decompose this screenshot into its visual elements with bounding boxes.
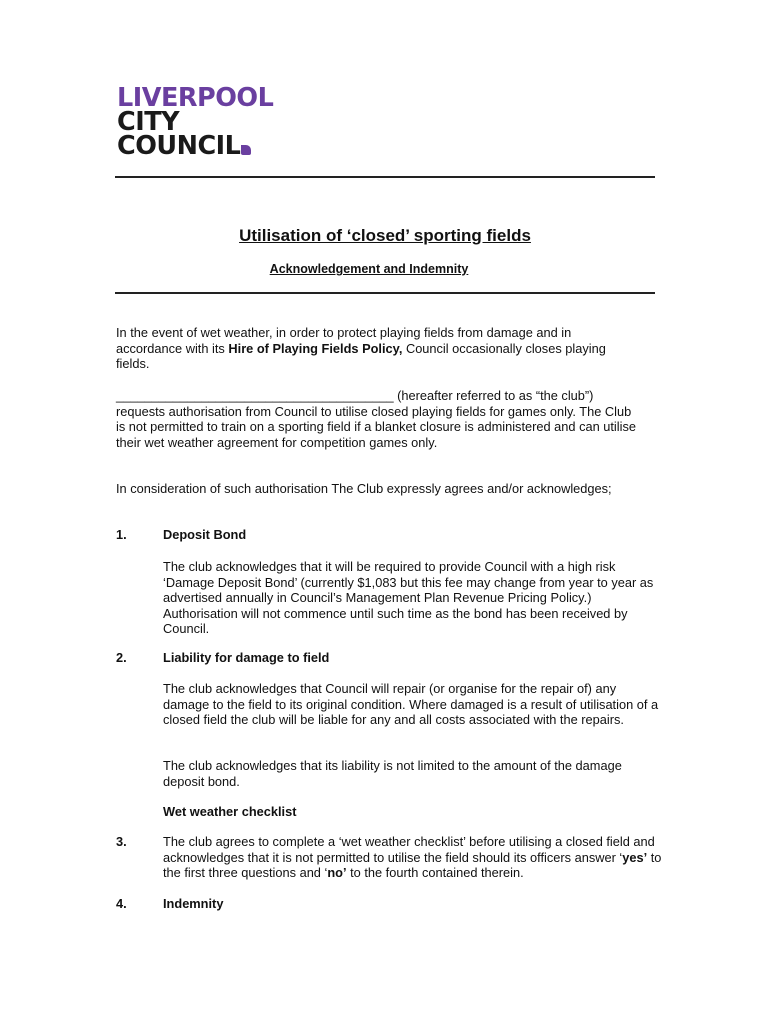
section-3-text-b: to the first three questions and ‘ [163, 849, 662, 880]
logo-line-council [117, 131, 273, 161]
top-divider [115, 176, 655, 178]
consideration-paragraph: In consideration of such authorisation The Club expressly agrees and/or acknowledges; [116, 481, 612, 496]
document-title: Utilisation of ‘closed’ sporting fields [239, 226, 531, 245]
club-name-blank: _______________________________________ [116, 388, 394, 403]
section-3-text-c: to the fourth contained therein. [346, 865, 524, 880]
section-2-text-2: The club acknowledges that its liability is not limited to the amount of the damage deposit bond. [163, 758, 622, 789]
section-2-heading: Liability for damage to field [163, 650, 330, 665]
section-4-heading: Indemnity [163, 896, 224, 911]
section-1-heading: Deposit Bond [163, 527, 247, 542]
policy-name: Hire of Playing Fields Policy, [228, 340, 403, 356]
intro-text-end: Council occasionally closes playing fields. [116, 340, 606, 371]
checklist-heading: Wet weather checklist [163, 804, 297, 819]
intro-text: In the event of wet weather, in order to protect playing fields from damage and in accordance with its [116, 325, 572, 356]
header-divider [115, 292, 655, 294]
club-paragraph-text: (hereafter referred to as “the club”) requests authorisation from Council to utilise closed playing fields for games only. The Club is not permitted to train on a sporting field if a blanket closure is administered and can utilise their wet weather agreement for competition games only. [116, 388, 636, 450]
logo-council-text: COUNCIL [117, 131, 241, 161]
section-3-number: 3. [116, 834, 127, 849]
club-paragraph [116, 388, 636, 450]
logo-line-liverpool: LIVERPOOL [117, 83, 274, 113]
document-subtitle: Acknowledgement and Indemnity [269, 262, 469, 276]
council-logo [117, 83, 274, 161]
section-3-text [163, 834, 663, 881]
answer-yes: yes’ [622, 849, 648, 865]
section-4-number: 4. [116, 896, 127, 911]
section-2-number: 2. [116, 650, 127, 665]
section-1-number: 1. [116, 527, 127, 542]
section-3-text-a: The club agrees to complete a ‘wet weather checklist’ before utilising a closed field and acknowledges that it is not permitted to utilise the field should its officers answer ‘ [163, 834, 655, 865]
intro-paragraph [116, 325, 636, 372]
answer-no: no’ [327, 865, 347, 880]
section-2-text-1: The club acknowledges that Council will repair (or organise for the repair of) any damage to the field to its original condition. Where damaged is a result of utilisation of a closed field the club will be liable for any and all costs associated with the repairs. [163, 681, 659, 727]
logo-mark-icon [241, 145, 251, 155]
section-1-text: The club acknowledges that it will be required to provide Council with a high risk ‘Damage Deposit Bond’ (currently $1,083 but this fee may change from year to year as advertised annually in Council’s Management Plan Revenue Pricing Policy.) Authorisation will not commence until such time as the bond has been received by Council. [163, 559, 654, 636]
logo-line-city: CITY [117, 107, 180, 137]
